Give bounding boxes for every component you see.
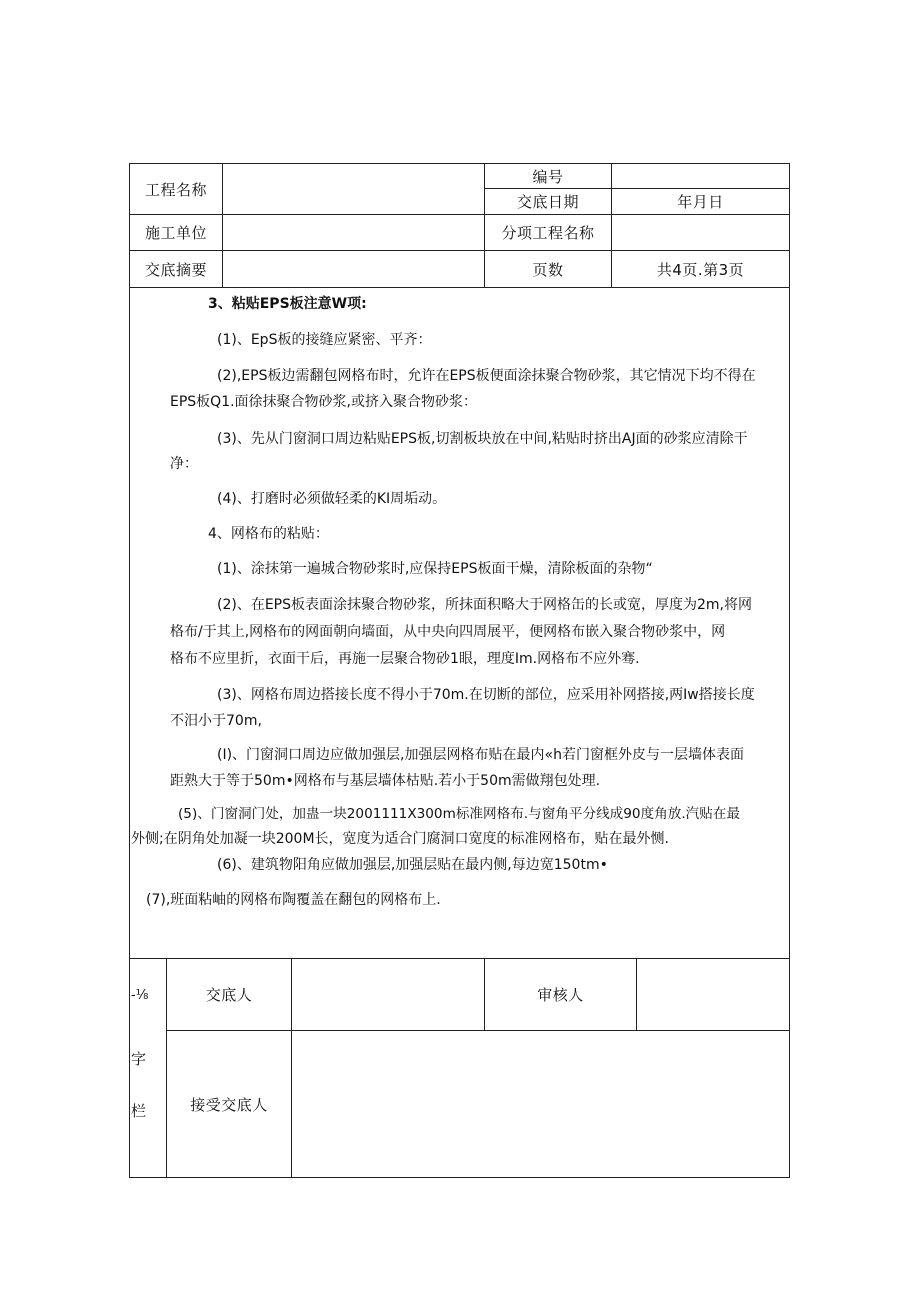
body-paragraph: 距熟大于等于50m•网格布与基层墙体枯贴.若小于50m需做翔包处理. xyxy=(170,773,601,789)
pages-label: 页数 xyxy=(532,260,564,279)
rule xyxy=(222,163,223,287)
body-paragraph: 净： xyxy=(170,456,198,472)
receiver-label: 接受交底人 xyxy=(190,1095,268,1114)
body-paragraph: (5)、门窗洞门处，加蛊一块2001111X300m标准网格布.与窗角平分线成90度角放.汽贴在最 xyxy=(178,806,741,822)
side-char: 栏 xyxy=(131,1102,147,1120)
rule xyxy=(129,214,790,215)
body-paragraph: EPS板Q1.面徐抹聚合物砂浆,或挤入聚合物砂浆： xyxy=(170,394,478,410)
date-label: 交底日期 xyxy=(516,193,579,211)
unit-label: 施工单位 xyxy=(144,224,207,242)
body-paragraph: (1)、EpS板的接缝应紧密、平齐： xyxy=(217,332,432,348)
rule xyxy=(129,287,790,288)
project-name-label: 工程名称 xyxy=(144,180,207,199)
side-char: 字 xyxy=(131,1050,147,1068)
side-mark: -⅛ xyxy=(131,988,149,1003)
summary-label: 交底摘要 xyxy=(144,260,207,279)
body-paragraph: (1)、涂抹第一遍城合物砂浆时,应保持EPS板面干燥，清除板面的杂物“ xyxy=(217,561,653,577)
section-heading: 3、粘贴EPS板注意W项: xyxy=(208,296,367,312)
body-paragraph: (4)、打磨时必须做轻柔的KI周垢动。 xyxy=(217,491,447,507)
body-paragraph: (2)、在EPS板表面涂抹聚合物砂浆，所抹面积略大于网格缶的长或宽，厚度为2m,将网 xyxy=(217,597,752,613)
reviewer-label: 审核人 xyxy=(537,986,584,1004)
body-paragraph: (3)、先从门窗洞口周边粘贴EPS板,切割板块放在中间,粘贴时挤出AJ面的砂浆应清除干 xyxy=(217,431,748,447)
body-paragraph: (I)、门窗洞口周边应做加强层,加强层网格布贴在最内«h若门窗框外皮与一层墙体表面 xyxy=(217,747,744,763)
body-paragraph: (3)、网格布周边搭接长度不得小于70m.在切断的部位，应采用补网搭接,两Iw搭接长度 xyxy=(217,687,755,703)
body-paragraph: (2),EPS板边需翻包网格布时，允许在EPS板便面涂抹聚合物砂浆，其它情况下均不得在 xyxy=(217,368,756,384)
body-paragraph: 外侧;在阴角处加凝一块200M长，宽度为适合门腐洞口宽度的标准网格布，贴在最外恻. xyxy=(131,831,669,847)
body-paragraph: 不汨小于70m, xyxy=(170,713,262,729)
body-paragraph: 格布/于其上,网格布的网面朝向墙面，从中央向四周展平，便网格布嵌入聚合物砂浆中，网 xyxy=(170,624,726,640)
body-paragraph: 格布不应里折，衣面干后，再施一层聚合物砂1眼，理度Im.网格布不应外骞. xyxy=(170,651,640,667)
section-heading: 4、网格布的粘贴： xyxy=(208,526,329,542)
body-paragraph: (6)、建筑物阳角应做加强层,加强层贴在最内侧,每边宽150tm• xyxy=(217,857,608,873)
date-value: 年月日 xyxy=(677,193,724,211)
pages-value: 共4页.第3页 xyxy=(656,260,745,279)
rule xyxy=(636,958,637,1030)
rule xyxy=(291,958,292,1178)
subitem-label: 分项工程名称 xyxy=(501,224,595,242)
number-label: 编号 xyxy=(532,167,564,186)
presenter-label: 交底人 xyxy=(205,986,253,1004)
body-paragraph: (7),班面粘岫的网格布陶覆盖在翻包的网格布上. xyxy=(146,892,441,908)
